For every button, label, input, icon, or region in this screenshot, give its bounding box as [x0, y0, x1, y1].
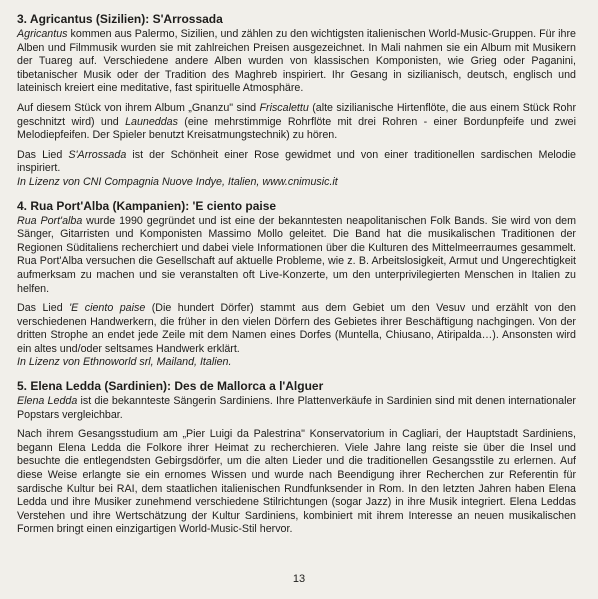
section-heading: 4. Rua Port'Alba (Kampanien): 'E ciento paise	[17, 198, 277, 213]
paragraph	[17, 215, 576, 297]
section-heading: 5. Elena Ledda (Sardinien): Des de Mallorca a l'Alguer	[17, 379, 324, 394]
text-run: Das Lied	[17, 148, 69, 161]
text-run: Auf diesem Stück von ihrem Album „Gnanzu" sind	[17, 101, 260, 114]
section-heading: 3. Agricantus (Sizilien): S'Arrossada	[17, 12, 223, 26]
paragraph	[17, 302, 576, 356]
section-agricantus	[17, 12, 576, 190]
license-note: In Lizenz von CNI Compagnia Nuove Indye, Italien, www.cnimusic.it	[17, 175, 338, 188]
paragraph	[17, 149, 576, 176]
text-run: (alte sizilianische Hirtenflöte, die aus einem Stück Rohr geschnitzt wird) und	[17, 101, 577, 128]
text-run: kommen aus Palermo, Sizilien, und zählen zu den wichtigsten italienischen World-Music-Gruppen. Für ihre Alben und Filmmusik wurden sie mit zahlreichen Preisen ausgezeichnet. In Mali nahmen sie ein Album mit Musikern der Tuareg auf. Verschiedene andere Alben wurden von klassischen Komponisten, wie Grieg oder Paganini, tibetanischer Musik oder der Tradition des Maghreb inspiriert. Ihr Gesang in sizilianisch, deutsch, englisch und lateinisch kreiert eine meditative, fast spirituelle Atmosphäre.	[17, 28, 576, 95]
text-run: (Die hundert Dörfer) stammt aus dem Gebiet um den Vesuv und erzählt von den verschiedenen Handwerkern, die früher in den vielen Dörfern des Gebietes ihrer Beschäftigung nachgingen. Von der dritten Strophe an endet jede Zeile mit dem Namen eines Dorfes (Muntella, Chiusano, Atiripalda…). Ansonsten wird ein altes und/oder seltsames Handwerk erklärt.	[17, 302, 576, 355]
emphasis: Launeddas	[125, 115, 178, 128]
text-run: ist der Schönheit einer Rose gewidmet und von einer traditionellen sardischen Melodie inspiriert.	[17, 148, 576, 175]
emphasis: 'E ciento paise	[69, 302, 146, 315]
emphasis: Rua Port'alba	[17, 214, 83, 227]
paragraph	[17, 28, 576, 96]
text-run: ist die bekannteste Sängerin Sardiniens. Ihre Plattenverkäufe in Sardinien sind mit denen internationaler Popstars vergleichbar.	[17, 395, 576, 421]
paragraph	[17, 395, 576, 422]
section-rua-port-alba	[17, 199, 576, 371]
emphasis: S'Arrossada	[68, 148, 127, 161]
emphasis: Agricantus	[17, 28, 68, 40]
section-elena-ledda	[17, 379, 576, 537]
emphasis: Elena Ledda	[17, 395, 78, 408]
text-run: Das Lied	[17, 302, 70, 315]
text-run: wurde 1990 gegründet und ist eine der bekanntesten neapolitanischen Folk Bands. Sie wird von dem Sänger, Gitarristen und Komponisten Massimo Mollo geleitet. Die Band hat die musikalischen Traditionen der Regionen Süditaliens recherchiert und dabei viele Informationen über die Kulturen des Mittelmeerraumes gesammelt. Rua Port'Alba versuchen die Gesellschaft auf aktuelle Probleme, wie z. B. Arbeitslosigkeit, Armut und Ungerechtigkeit aufmerksam zu machen und sie veranstalten oft Live-Konzerte, um den unterprivilegierten Menschen in Italien zu helfen.	[17, 214, 576, 295]
paragraph: Nach ihrem Gesangsstudium am „Pier Luigi da Palestrina" Konservatorium in Cagliari, der Hauptstadt Sardiniens, begann Elena Ledda die Folkore ihrer Heimat zu recherchieren. Viele Jahre lang reiste sie über die Insel und besuchte die entlegendsten Gebirgsdörfer, um die alten Lieder und die traditionellen Gesangsstile zu erlernen. Auf diese Weise erlangte sie ein ernomes Wissen und wurde nach Beendigung ihrer Recherchen zur Referentin für sardische Kultur bei RAI, dem staatlichen italienischen Rundfunksender in Rom. In den letzten Jahren haben Elena Ledda und ihre Musiker zunehmend verschiedene Stilrichtungen (sogar Jazz) in ihre Musik integriert. Elena Leddas Verstehen und ihre Wertschätzung der Kultur Sardiniens, kombiniert mit ihrem Interesse an neuen musikalischen Formen bringt einen einzigartigen World-Music-Stil hervor.	[17, 428, 576, 536]
page-number: 13	[292, 573, 306, 585]
emphasis: Friscalettu	[259, 101, 309, 114]
text-run: (eine mehrstimmige Rohrflöte mit drei Rohren - einer Bordunpfeife und zwei Melodiepfeifen. Der Spieler benutzt Kreisatmungstechnik) zu hören.	[17, 115, 577, 142]
paragraph	[17, 102, 576, 143]
license-note: In Lizenz von Ethnoworld srl, Mailand, Italien.	[17, 356, 232, 369]
